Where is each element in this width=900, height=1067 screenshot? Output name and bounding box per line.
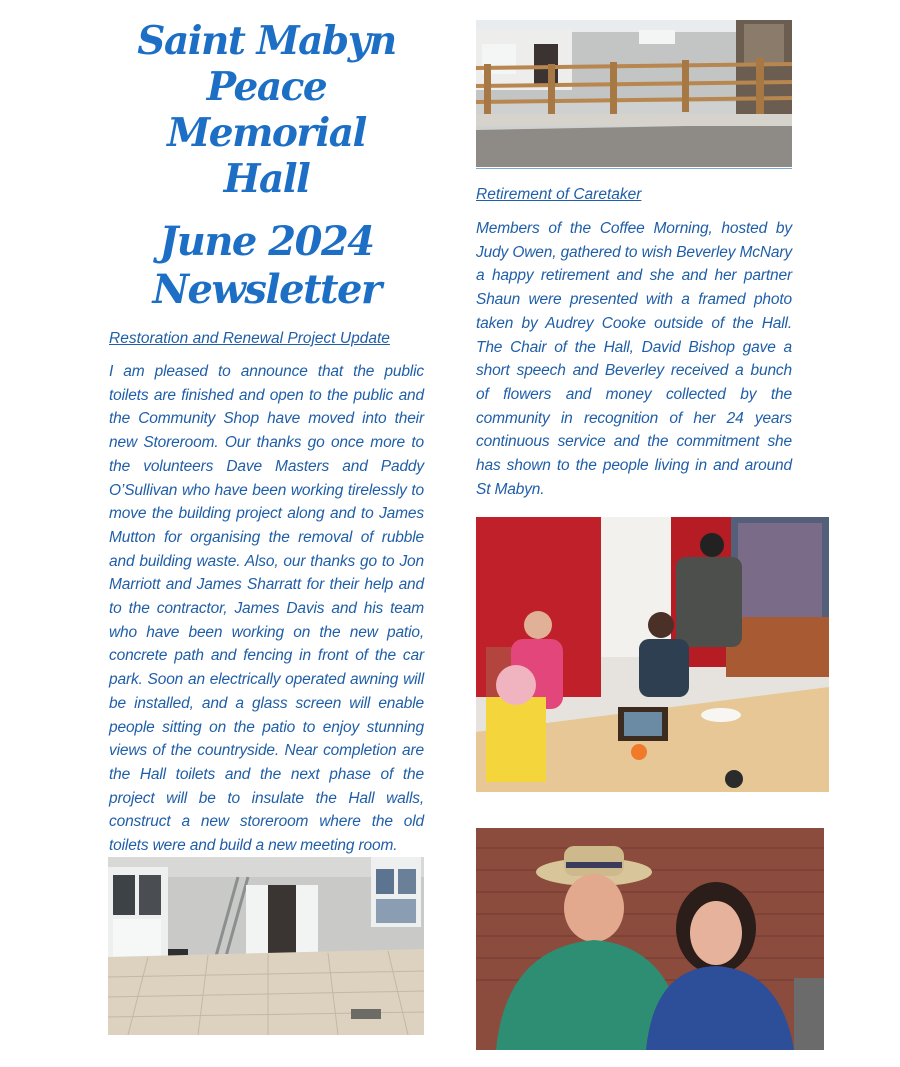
retirement-body: Members of the Coffee Morning, hosted by Judy Owen, gathered to wish Beverley McNary a happy retirement and she and her partner Shaun were presented with a framed photo taken by Audrey Cooke outside of the Hall. The Chair of the Hall, David Bishop gave a short speech and Beverley received a bunch of flowers and money collected by the community in recognition of her 24 years continuous service and the commitment she has shown to the people living in and around St Mabyn. <box>476 220 792 498</box>
masthead-title <box>109 18 424 202</box>
restoration-body: I am pleased to announce that the public toilets are finished and open to the public and the Community Shop have moved into their new Storeroom. Our thanks go once more to the volunteers Dave Masters and Paddy O’Sullivan who have been working tirelessly to move the building project along and to James Mutton for organising the removal of rubble and building waste. Also, our thanks go to Jon Marriott and James Sharratt for their help and to the contractor, James Davis and his team who have been working on the new patio, concrete path and fencing in front of the car park. Soon an electrically operated awning will be installed, and a glass screen will enable people sitting on the patio to enjoy stunning views of the countryside. Near completion are the Hall toilets and the next phase of the project will be to insulate the Hall walls, construct a new storeroom where the old toilets were and build a new meeting room. <box>109 363 424 855</box>
masthead-title-line-1: Saint Mabyn <box>137 18 396 64</box>
retirement-heading: Retirement of Caretaker <box>476 186 642 203</box>
left-column <box>109 18 424 858</box>
issue-title <box>109 218 424 314</box>
photo-divider <box>476 168 792 169</box>
issue-title-line-2: Newsletter <box>152 266 381 313</box>
couple-portrait-photo <box>476 828 824 1050</box>
coffee-morning-photo <box>476 517 829 792</box>
issue-title-line-1: June 2024 <box>159 218 374 265</box>
patio-doors-photo <box>108 857 424 1035</box>
masthead-title-line-2: Peace Memorial <box>167 64 366 156</box>
restoration-heading: Restoration and Renewal Project Update <box>109 330 390 347</box>
wooden-fence-ramp-photo <box>476 20 792 167</box>
masthead-title-line-3: Hall <box>223 156 310 202</box>
right-column <box>476 186 792 501</box>
